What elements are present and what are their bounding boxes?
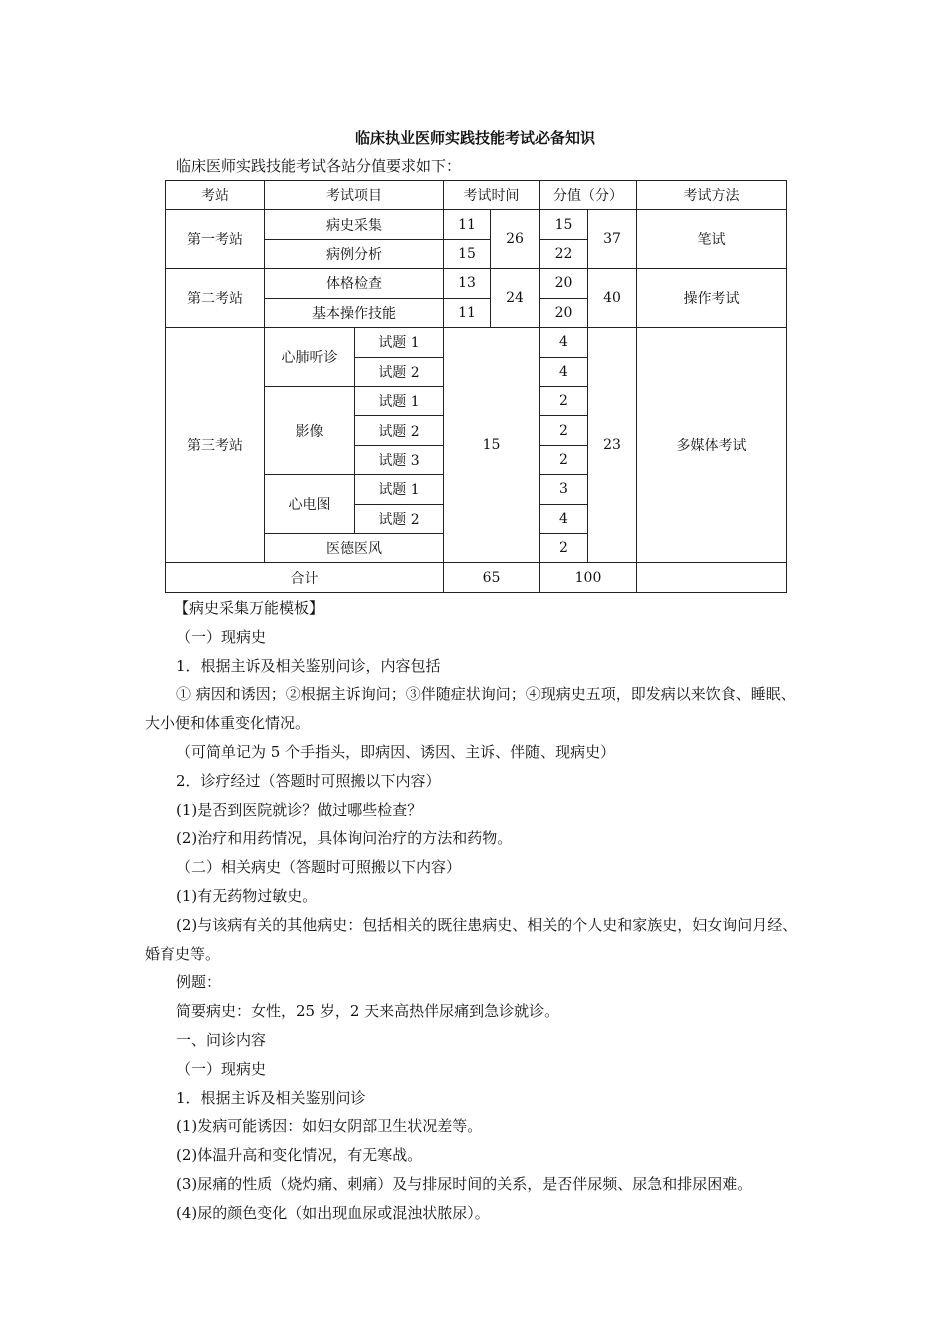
paragraph: (4)尿的颜色变化（如出现血尿或混浊状脓尿）。 — [176, 1203, 490, 1222]
paragraph: (2)体温升高和变化情况，有无寒战。 — [176, 1146, 423, 1165]
page-title: 临床执业医师实践技能考试必备知识 — [354, 129, 595, 147]
section-heading: 【病史采集万能模板】 — [174, 599, 325, 617]
paragraph: 一、问诊内容 — [176, 1030, 267, 1049]
header-cell: 考试方法 — [637, 181, 787, 210]
score-table — [165, 180, 787, 593]
paragraph: 例题： — [176, 973, 222, 992]
time-cell: 11 — [444, 210, 491, 239]
table-row — [166, 328, 787, 357]
body-text — [145, 594, 810, 1228]
paragraph: （二）相关病史（答题时可照搬以下内容） — [176, 858, 462, 877]
question-cell: 试题 1 — [355, 328, 444, 357]
score-cell: 2 — [540, 534, 588, 563]
paragraph: ① 病因和诱因；②根据主诉询问；③伴随症状询问；④现病史五项，即发病以来饮食、睡眠、大小便和体重变化情况。 — [145, 685, 796, 733]
score-cell: 15 — [540, 210, 588, 239]
score-total: 23 — [588, 328, 637, 563]
time-cell: 13 — [444, 269, 491, 298]
item-cell: 病例分析 — [265, 239, 444, 268]
header-cell: 考试时间 — [444, 181, 540, 210]
score-cell: 4 — [540, 328, 588, 357]
paragraph: (1)是否到医院就诊？做过哪些检查？ — [176, 800, 423, 819]
group-name: 影像 — [265, 386, 355, 474]
question-cell: 试题 2 — [355, 357, 444, 386]
group-name: 心肺听诊 — [265, 328, 355, 387]
paragraph: (1)有无药物过敏史。 — [176, 886, 318, 905]
method-cell: 操作考试 — [637, 269, 787, 328]
paragraph: (2)治疗和用药情况，具体询问治疗的方法和药物。 — [176, 829, 513, 848]
paragraph: （可简单记为 5 个手指头，即病因、诱因、主诉、伴随、现病史） — [176, 742, 616, 761]
score-cell: 20 — [540, 269, 588, 298]
score-cell: 4 — [540, 504, 588, 533]
header-cell: 分值（分） — [540, 181, 637, 210]
station-name: 第二考站 — [166, 269, 265, 328]
header-cell: 考试项目 — [265, 181, 444, 210]
time-cell: 15 — [444, 239, 491, 268]
paragraph: 1．根据主诉及相关鉴别问诊，内容包括 — [176, 656, 441, 675]
total-score: 100 — [540, 563, 637, 593]
method-cell: 笔试 — [637, 210, 787, 269]
table-row — [166, 210, 787, 239]
time-total: 24 — [491, 269, 540, 328]
group-name: 心电图 — [265, 475, 355, 534]
paragraph: (3)尿痛的性质（烧灼痛、刺痛）及与排尿时间的关系，是否伴尿频、尿急和排尿困难。 — [176, 1174, 753, 1193]
question-cell: 试题 1 — [355, 475, 444, 504]
total-time: 65 — [444, 563, 540, 593]
time-cell: 11 — [444, 298, 491, 327]
time-total: 26 — [491, 210, 540, 269]
header-cell: 考站 — [166, 181, 265, 210]
item-cell: 基本操作技能 — [265, 298, 444, 327]
total-label: 合计 — [166, 563, 444, 593]
question-cell: 试题 2 — [355, 416, 444, 445]
paragraph: 1．根据主诉及相关鉴别问诊 — [176, 1088, 366, 1107]
paragraph: 2．诊疗经过（答题时可照搬以下内容） — [176, 771, 441, 790]
paragraph: （一）现病史 — [176, 1059, 267, 1078]
item-cell: 体格检查 — [265, 269, 444, 298]
score-cell: 2 — [540, 386, 588, 415]
table-total-row — [166, 563, 787, 593]
score-total: 37 — [588, 210, 637, 269]
paragraph: 简要病史：女性，25 岁，2 天来高热伴尿痛到急诊就诊。 — [176, 1002, 560, 1021]
group-name: 医德医风 — [265, 534, 444, 563]
score-total: 40 — [588, 269, 637, 328]
total-method — [637, 563, 787, 593]
station-name: 第一考站 — [166, 210, 265, 269]
table-header-row — [166, 181, 787, 210]
question-cell: 试题 3 — [355, 445, 444, 474]
score-cell: 4 — [540, 357, 588, 386]
paragraph: (2)与该病有关的其他病史：包括相关的既往患病史、相关的个人史和家族史，妇女询问月经、婚育史等。 — [145, 915, 798, 963]
table-row — [166, 269, 787, 298]
method-cell: 多媒体考试 — [637, 328, 787, 563]
score-cell: 20 — [540, 298, 588, 327]
score-cell: 22 — [540, 239, 588, 268]
intro-text: 临床医师实践技能考试各站分值要求如下： — [176, 157, 462, 175]
question-cell: 试题 1 — [355, 386, 444, 415]
score-cell: 2 — [540, 416, 588, 445]
item-cell: 病史采集 — [265, 210, 444, 239]
time-total: 15 — [444, 328, 540, 563]
question-cell: 试题 2 — [355, 504, 444, 533]
station-name: 第三考站 — [166, 328, 265, 563]
score-cell: 2 — [540, 445, 588, 474]
paragraph: （一）现病史 — [176, 627, 267, 646]
score-cell: 3 — [540, 475, 588, 504]
paragraph: (1)发病可能诱因：如妇女阴部卫生状况差等。 — [176, 1117, 483, 1136]
